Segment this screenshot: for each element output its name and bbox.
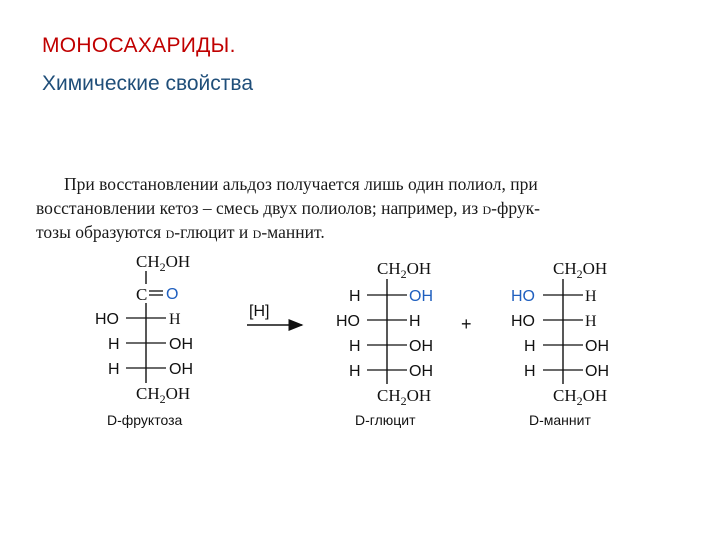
fructose-label: D-фруктоза [107,412,183,428]
mannitol-row4-right: OH [585,363,609,380]
glucitol-top-group: $CH_2OH$ [377,259,432,281]
fructose-carbonyl-oxygen: O [166,286,179,303]
mannitol-row4-left: H [524,363,536,380]
fructose-carbonyl-carbon: C [136,285,148,304]
mannitol-row3-left: H [524,338,536,355]
mannitol-row1-left: HO [511,288,535,305]
mannitol-row2-right: H [585,313,597,330]
fructose-row1-right: H [169,311,181,328]
paragraph-line-3: тозы образуются d-глюцит и d-маннит. [36,222,325,242]
glucitol-structure [336,259,433,428]
fructose-structure [95,252,193,428]
fructose-row3-left: H [108,361,120,378]
glucitol-row4-left: H [349,363,361,380]
mannitol-row3-right: OH [585,338,609,355]
mannitol-top-group: $CH_2OH$ [553,259,608,281]
glucitol-row1-right: OH [409,288,433,305]
fructose-row2-right: OH [169,336,193,353]
slide-subtitle: Химические свойства [42,72,254,95]
fructose-row2-left: H [108,336,120,353]
glucitol-row1-left: H [349,288,361,305]
glucitol-row4-right: OH [409,363,433,380]
mannitol-bottom-group: $CH_2OH$ [553,386,608,408]
paragraph-line-1: При восстановлении альдоз получается лишь один полиол, при [64,174,538,194]
paragraph-line-2: восстановлении кетоз – смесь двух полиолов; например, из d-фрук- [36,198,540,218]
reagent-label: [H] [249,303,270,320]
glucitol-row2-left: HO [336,313,360,330]
fructose-row1-left: HO [95,311,119,328]
slide-title: МОНОСАХАРИДЫ. [42,34,236,57]
fructose-bottom-group: $CH_2OH$ [136,384,191,406]
glucitol-bottom-group: $CH_2OH$ [377,386,432,408]
fructose-row3-right: OH [169,361,193,378]
fructose-top-group: $CH_2OH$ [136,252,191,274]
glucitol-label: D-глюцит [355,412,416,428]
glucitol-row3-right: OH [409,338,433,355]
mannitol-structure [511,259,609,428]
mannitol-row1-right: H [585,288,597,305]
glucitol-row3-left: H [349,338,361,355]
reduction-arrow [247,303,302,325]
plus-sign: + [461,314,472,334]
mannitol-label: D-маннит [529,412,591,428]
mannitol-row2-left: HO [511,313,535,330]
glucitol-row2-right: H [409,313,421,330]
